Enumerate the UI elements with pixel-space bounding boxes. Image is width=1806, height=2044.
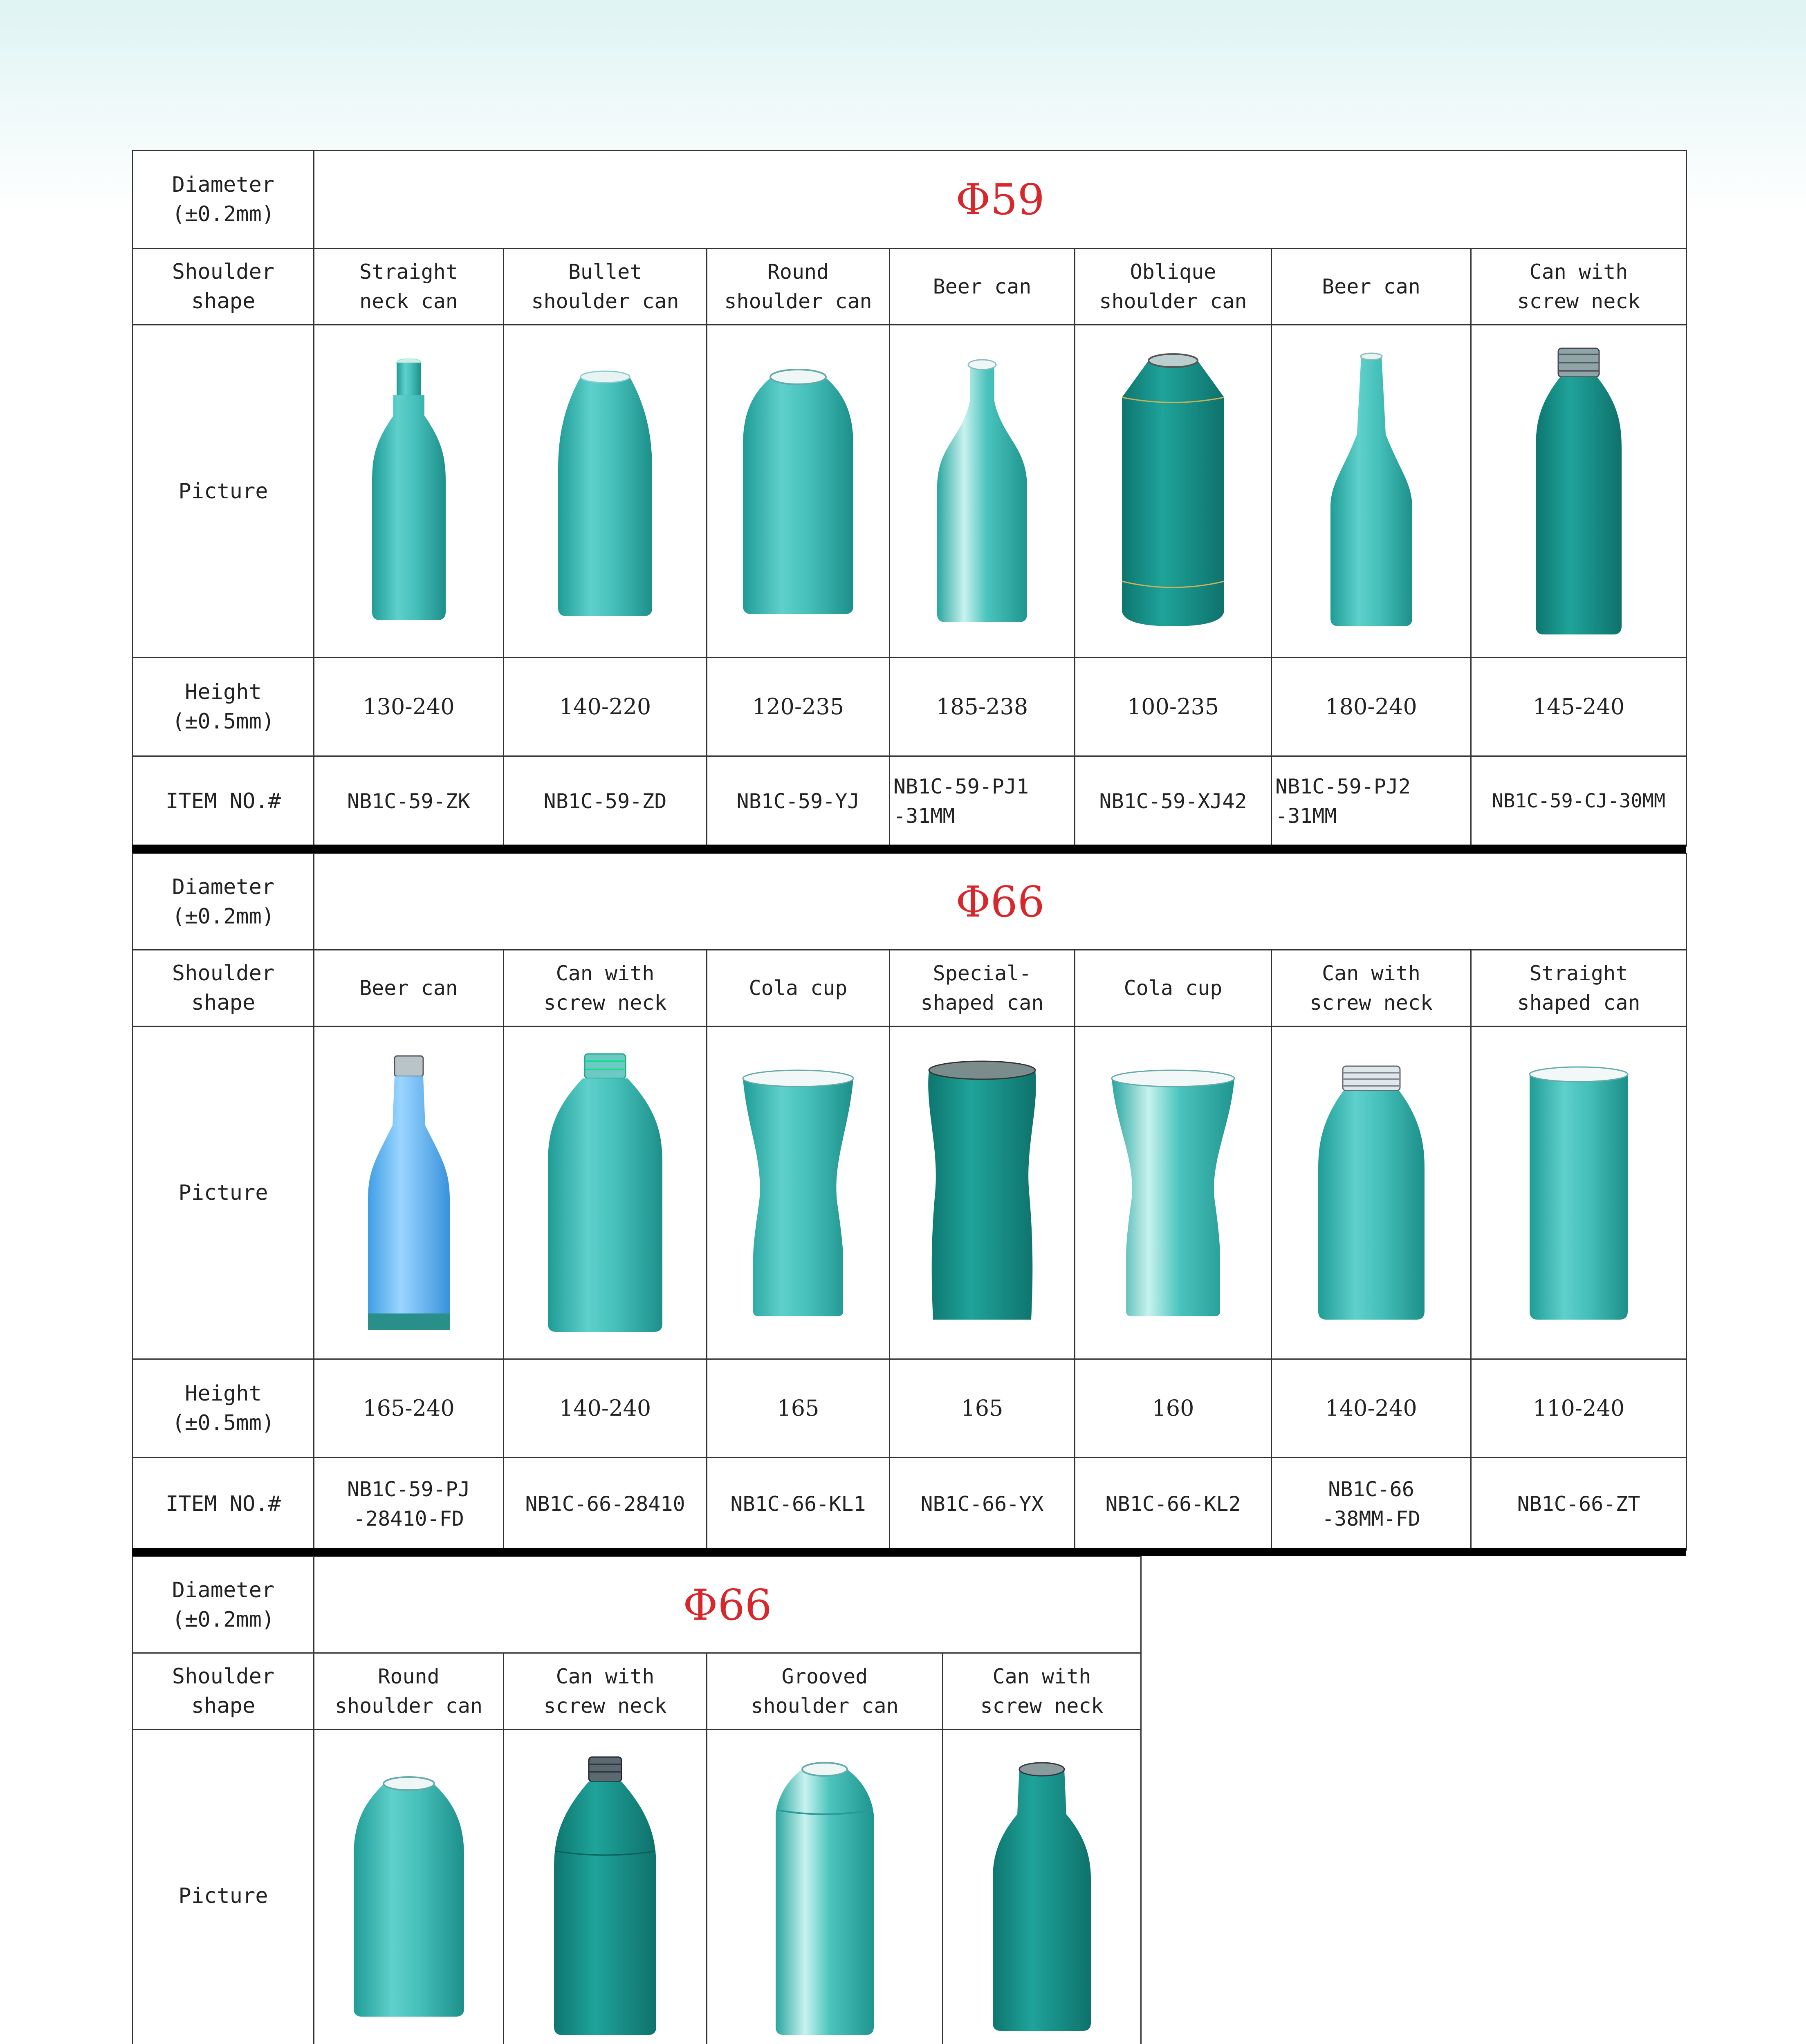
screw-neck-bottle-icon	[1532, 344, 1626, 639]
spec-table-phi66-b	[132, 1556, 1142, 2044]
spec-table-phi59	[132, 150, 1687, 847]
shape-cell: Can with screw neck	[1272, 950, 1471, 1026]
shape-cell: Can with screw neck	[1471, 249, 1687, 325]
cola-cup-icon	[739, 1066, 857, 1320]
picture-cell	[1272, 1026, 1471, 1359]
item-no-cell: NB1C-59-YJ	[707, 756, 890, 846]
diameter-value: Φ66	[314, 1557, 1141, 1653]
round-shoulder-can-icon	[739, 365, 857, 618]
shape-cell: Can with screw neck	[504, 1653, 707, 1730]
item-no-cell: NB1C-66 -38MM-FD	[1272, 1458, 1471, 1550]
shoulder-shape-label: Shoulder shape	[133, 249, 314, 325]
shape-cell: Can with screw neck	[943, 1653, 1141, 1730]
shape-cell: Round shoulder can	[314, 1653, 504, 1730]
height-cell: 140-220	[504, 658, 707, 756]
shape-cell: Beer can	[890, 249, 1075, 325]
picture-cell	[504, 1730, 707, 2044]
shape-cell: Beer can	[1272, 249, 1471, 325]
height-cell: 160	[1075, 1359, 1272, 1458]
shape-cell: Oblique shoulder can	[1075, 249, 1272, 325]
section-divider	[132, 845, 1686, 853]
item-no-cell: NB1C-66-28410	[504, 1458, 707, 1550]
picture-cell	[504, 1026, 707, 1359]
special-shaped-can-icon	[923, 1058, 1041, 1328]
height-label: Height (±0.5mm)	[133, 658, 314, 756]
picture-cell	[1272, 325, 1471, 658]
wide-screw-neck-can-icon	[1314, 1062, 1429, 1324]
diameter-label: Diameter (±0.2mm)	[133, 1557, 314, 1653]
diameter-value: Φ59	[314, 151, 1687, 249]
item-no-cell: NB1C-59-XJ42	[1075, 756, 1272, 846]
item-no-cell: NB1C-59-PJ -28410-FD	[314, 1458, 504, 1550]
height-cell: 100-235	[1075, 658, 1272, 756]
height-cell: 165	[707, 1359, 890, 1458]
item-no-cell: NB1C-59-CJ-30MM	[1471, 756, 1687, 846]
height-cell: 110-240	[1471, 1359, 1687, 1458]
cola-cup-icon	[1108, 1066, 1238, 1320]
item-no-cell: NB1C-66-KL2	[1075, 1458, 1272, 1550]
item-no-cell: NB1C-66-YX	[890, 1458, 1075, 1550]
height-cell: 130-240	[314, 658, 504, 756]
picture-cell	[314, 325, 504, 658]
tapered-screw-neck-can-icon	[989, 1757, 1095, 2035]
shape-cell: Straight shaped can	[1471, 950, 1687, 1026]
height-cell: 180-240	[1272, 658, 1471, 756]
shoulder-shape-label: Shoulder shape	[133, 1653, 314, 1730]
height-label: Height (±0.5mm)	[133, 1359, 314, 1458]
item-no-cell: NB1C-59-PJ1 -31MM	[890, 756, 1075, 846]
spec-table-phi66-a	[132, 853, 1687, 1551]
shape-cell: Cola cup	[707, 950, 890, 1026]
straight-neck-bottle-icon	[364, 359, 454, 624]
height-cell: 140-240	[504, 1359, 707, 1458]
shape-cell: Cola cup	[1075, 950, 1272, 1026]
item-no-label: ITEM NO.#	[133, 1458, 314, 1550]
picture-label: Picture	[133, 1026, 314, 1359]
shape-cell: Bullet shoulder can	[504, 249, 707, 325]
item-no-cell: NB1C-66-ZT	[1471, 1458, 1687, 1550]
item-no-cell: NB1C-59-PJ2 -31MM	[1272, 756, 1471, 846]
shape-cell: Can with screw neck	[504, 950, 707, 1026]
picture-cell	[1075, 325, 1272, 658]
picture-cell	[504, 325, 707, 658]
screw-neck-can-icon	[544, 1050, 666, 1336]
long-neck-beer-icon	[1326, 352, 1416, 630]
round-shoulder-can-icon	[350, 1771, 468, 2021]
diameter-label: Diameter (±0.2mm)	[133, 151, 314, 249]
picture-cell	[890, 1026, 1075, 1359]
shape-cell: Grooved shoulder can	[707, 1653, 943, 1730]
picture-cell	[1471, 1026, 1687, 1359]
shoulder-shape-label: Shoulder shape	[133, 950, 314, 1026]
shape-cell: Special- shaped can	[890, 950, 1075, 1026]
dark-screw-neck-bottle-icon	[550, 1753, 660, 2039]
item-no-cell: NB1C-59-ZK	[314, 756, 504, 846]
height-cell: 120-235	[707, 658, 890, 756]
item-no-cell: NB1C-59-ZD	[504, 756, 707, 846]
height-cell: 140-240	[1272, 1359, 1471, 1458]
picture-label: Picture	[133, 325, 314, 658]
height-cell: 165-240	[314, 1359, 504, 1458]
picture-cell	[707, 1026, 890, 1359]
height-cell: 185-238	[890, 658, 1075, 756]
height-cell: 145-240	[1471, 658, 1687, 756]
picture-cell	[1075, 1026, 1272, 1359]
oblique-can-icon	[1118, 352, 1228, 630]
picture-cell	[943, 1730, 1141, 2044]
beer-bottle-icon	[933, 356, 1031, 626]
straight-can-icon	[1526, 1062, 1632, 1324]
blue-beer-bottle-icon	[364, 1052, 454, 1334]
bullet-can-icon	[552, 365, 658, 618]
picture-cell	[707, 1730, 943, 2044]
shape-cell: Straight neck can	[314, 249, 504, 325]
diameter-value: Φ66	[314, 854, 1687, 950]
picture-cell	[890, 325, 1075, 658]
item-no-cell: NB1C-66-KL1	[707, 1458, 890, 1550]
picture-label: Picture	[133, 1730, 314, 2044]
section-divider	[132, 1548, 1686, 1556]
picture-cell	[1471, 325, 1687, 658]
grooved-shoulder-can-icon	[770, 1753, 880, 2039]
picture-cell	[707, 325, 890, 658]
height-cell: 165	[890, 1359, 1075, 1458]
item-no-label: ITEM NO.#	[133, 756, 314, 846]
shape-cell: Beer can	[314, 950, 504, 1026]
picture-cell	[314, 1730, 504, 2044]
picture-cell	[314, 1026, 504, 1359]
shape-cell: Round shoulder can	[707, 249, 890, 325]
diameter-label: Diameter (±0.2mm)	[133, 854, 314, 950]
